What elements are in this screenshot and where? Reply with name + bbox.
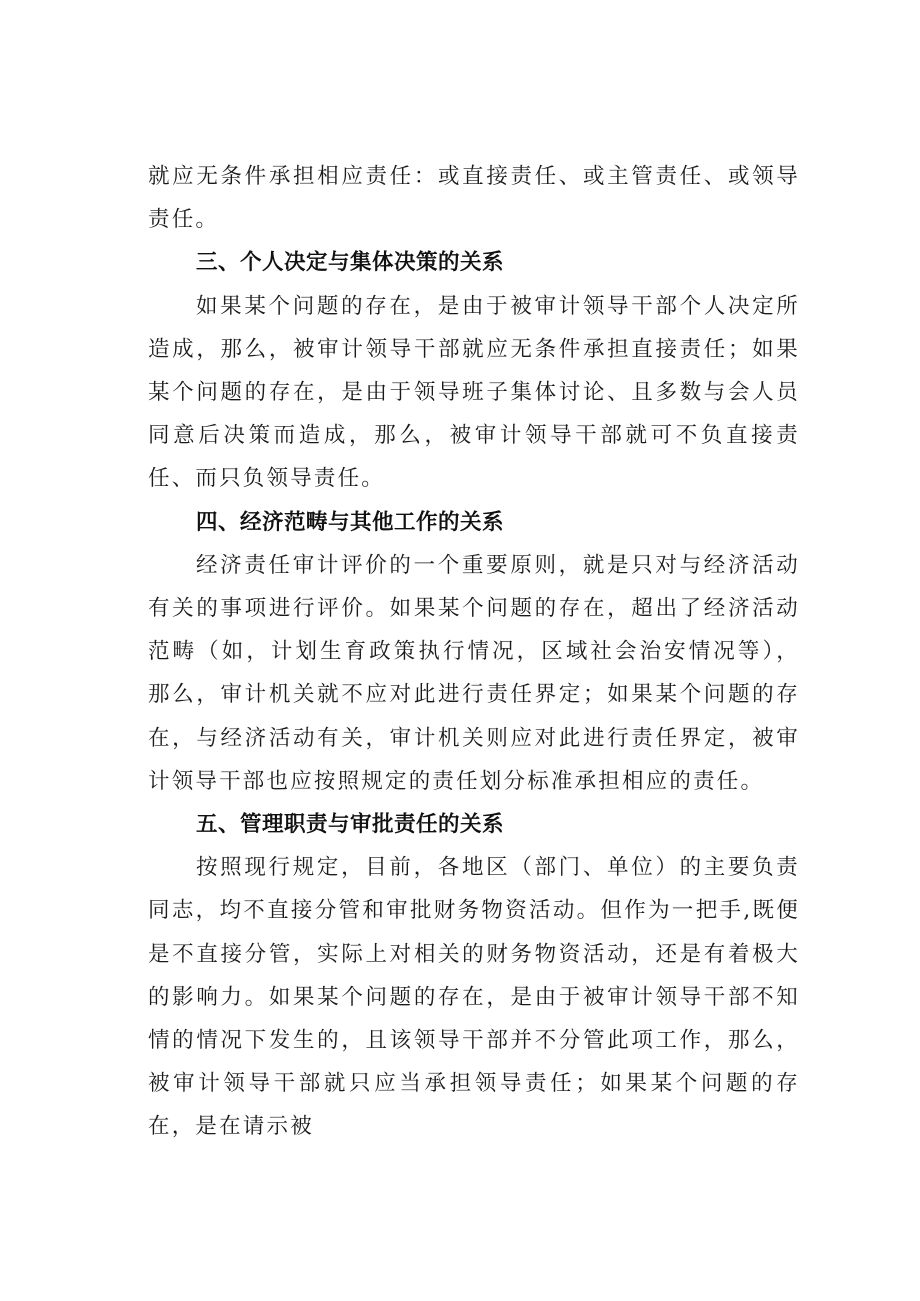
intro-paragraph: 就应无条件承担相应责任：或直接责任、或主管责任、或领导责任。 [148,164,800,233]
section-4-heading: 四、经济范畴与其他工作的关系 [196,509,505,535]
section-5-body: 按照现行规定，目前，各地区（部门、单位）的主要负责同志，均不直接分管和审批财务物资活动。但作为一把手,既便是不直接分管，实际上对相关的财务物资活动，还是有着极大的影响力。如果某个问题的存在，是由于被审计领导干部不知情的情况下发生的，且该领导干部并不分管此项工作，那么，被审计领导干部就只应当承担领导责任；如果某个问题的存在，是在请示被 [148,855,800,1140]
section-5-heading: 五、管理职责与审批责任的关系 [196,812,505,838]
section-3-body: 如果某个问题的存在，是由于被审计领导干部个人决定所造成，那么，被审计领导干部就应无条件承担直接责任；如果某个问题的存在，是由于领导班子集体讨论、且多数与会人员同意后决策而造成，那么，被审计领导干部就可不负直接责任、而只负领导责任。 [148,293,800,492]
section-3-heading: 三、个人决定与集体决策的关系 [196,250,505,276]
document-page [148,155,800,1149]
section-4-body: 经济责任审计评价的一个重要原则，就是只对与经济活动有关的事项进行评价。如果某个问题的存在，超出了经济活动范畴（如，计划生育政策执行情况，区域社会治安情况等），那么，审计机关就不应对此进行责任界定；如果某个问题的存在，与经济活动有关，审计机关则应对此进行责任界定，被审计领导干部也应按照规定的责任划分标准承担相应的责任。 [148,552,800,794]
